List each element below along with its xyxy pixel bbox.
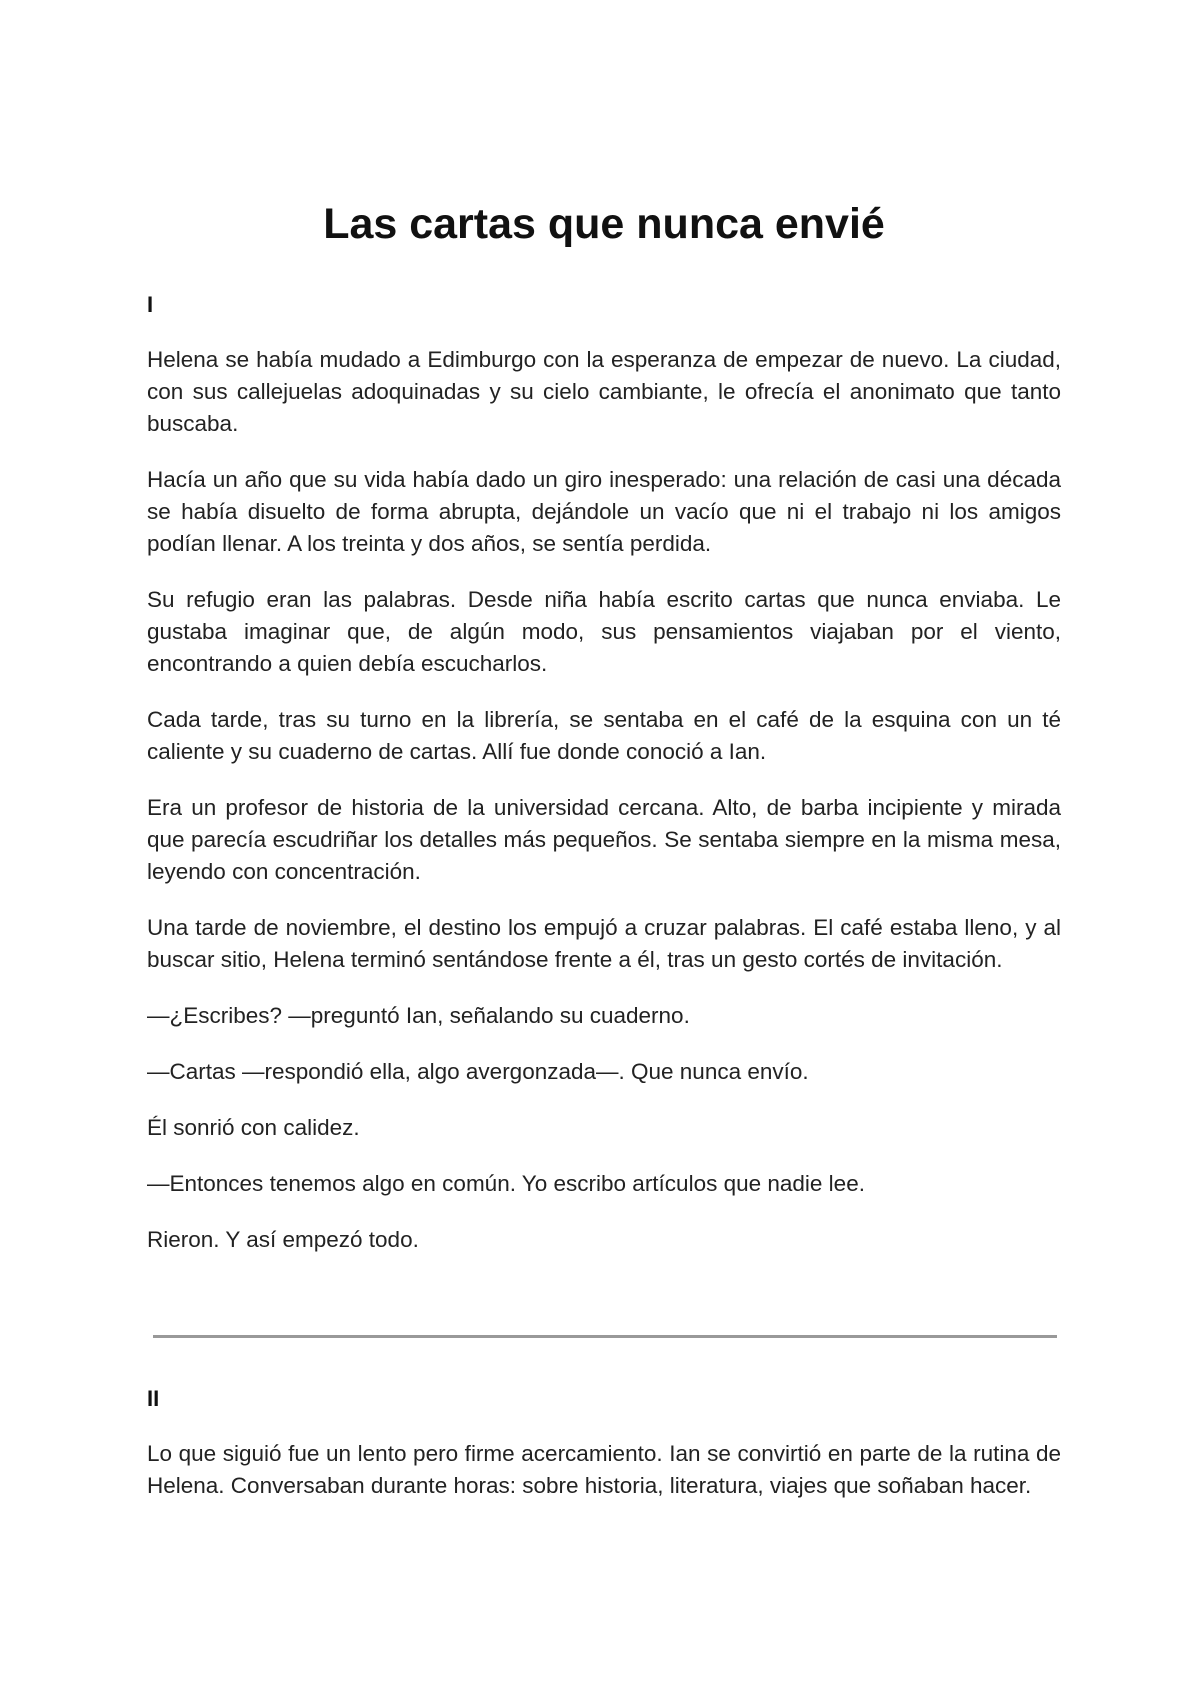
dialogue-line: —Cartas —respondió ella, algo avergonzada—. Que nunca envío. [147, 1059, 809, 1084]
paragraph: Era un profesor de historia de la universidad cercana. Alto, de barba incipiente y mirada que parecía escudriñar los detalles más pequeños. Se sentaba siempre en la misma mesa, leyendo con concentración. [147, 795, 1061, 884]
section-divider [153, 1335, 1057, 1338]
paragraph: Él sonrió con calidez. [147, 1115, 360, 1140]
section-heading-2: II [147, 1386, 160, 1411]
paragraph: Lo que siguió fue un lento pero firme acercamiento. Ian se convirtió en parte de la rutina de Helena. Conversaban durante horas: sobre historia, literatura, viajes que soñaban hacer. [147, 1441, 1061, 1498]
document-title: Las cartas que nunca envié [323, 200, 885, 248]
section-2-body [147, 1438, 1061, 1526]
paragraph: Rieron. Y así empezó todo. [147, 1227, 419, 1252]
section-heading-1: I [147, 292, 154, 317]
dialogue-line: —Entonces tenemos algo en común. Yo escribo artículos que nadie lee. [147, 1171, 865, 1196]
paragraph: Su refugio eran las palabras. Desde niña había escrito cartas que nunca enviaba. Le gustaba imaginar que, de algún modo, sus pensamientos viajaban por el viento, encontrando a quien debía escucharlos. [147, 587, 1061, 676]
paragraph: Cada tarde, tras su turno en la librería, se sentaba en el café de la esquina con un té caliente y su cuaderno de cartas. Allí fue donde conoció a Ian. [147, 707, 1061, 764]
paragraph: Hacía un año que su vida había dado un giro inesperado: una relación de casi una década se había disuelto de forma abrupta, dejándole un vacío que ni el trabajo ni los amigos podían llenar. A los treinta y dos años, se sentía perdida. [147, 467, 1061, 556]
section-1-body [147, 344, 1061, 1280]
paragraph: Helena se había mudado a Edimburgo con la esperanza de empezar de nuevo. La ciudad, con sus callejuelas adoquinadas y su cielo cambiante, le ofrecía el anonimato que tanto buscaba. [147, 347, 1061, 436]
paragraph: Una tarde de noviembre, el destino los empujó a cruzar palabras. El café estaba lleno, y al buscar sitio, Helena terminó sentándose frente a él, tras un gesto cortés de invitación. [147, 915, 1061, 972]
dialogue-line: —¿Escribes? —preguntó Ian, señalando su cuaderno. [147, 1003, 690, 1028]
